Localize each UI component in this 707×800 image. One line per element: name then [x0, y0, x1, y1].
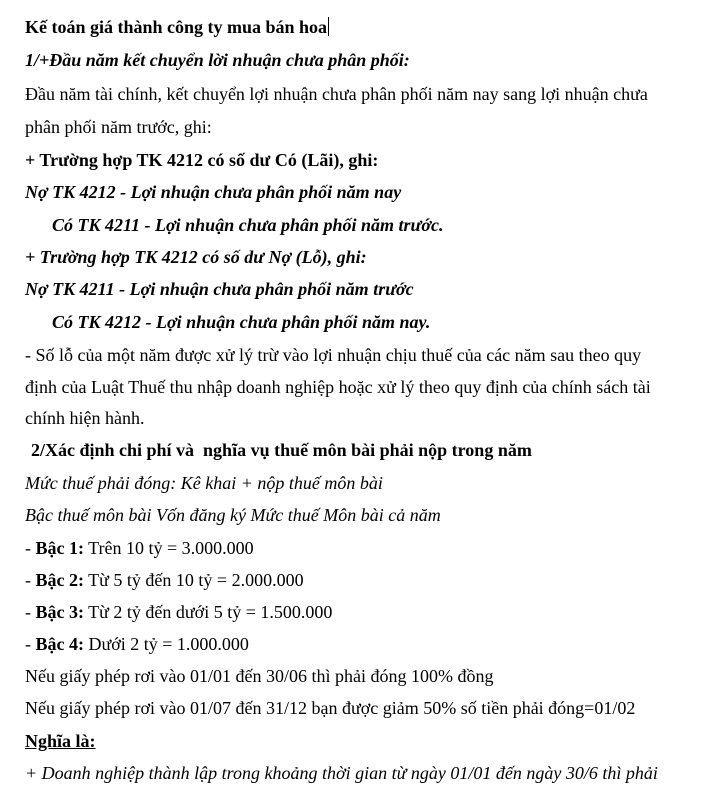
license-rule-line1: Nếu giấy phép rơi vào 01/01 đến 30/06 thì phải đóng 100% đồng	[25, 666, 494, 686]
tax-table-header: Bậc thuế môn bài Vốn đăng ký Mức thuế Môn bài cả năm	[25, 505, 441, 525]
case2-debit-entry: Nợ TK 4211 - Lợi nhuận chưa phân phối năm trước	[25, 279, 414, 299]
tax-level-4-label: Bậc 4:	[35, 634, 84, 654]
text-cursor	[328, 17, 329, 36]
loss-note-line1: - Số lỗ của một năm được xử lý trừ vào lợi nhuận chịu thuế của các năm sau theo quy	[25, 345, 642, 365]
loss-note-line2: định của Luật Thuế thu nhập doanh nghiệp hoặc xử lý theo quy định của chính sách tài	[25, 377, 651, 397]
case1-heading: + Trường hợp TK 4212 có số dư Có (Lãi), ghi:	[25, 150, 379, 170]
tax-level-4: - Bậc 4: Dưới 2 tỷ = 1.000.000	[25, 634, 249, 654]
section1-intro-line1: Đầu năm tài chính, kết chuyển lợi nhuận chưa phân phối năm nay sang lợi nhuận chưa	[25, 84, 648, 104]
tax-level-1: - Bậc 1: Trên 10 tỷ = 3.000.000	[25, 538, 254, 558]
tax-payment-line: Mức thuế phải đóng: Kê khai + nộp thuế môn bài	[25, 473, 383, 493]
tax-level-3-text: Từ 2 tỷ đến dưới 5 tỷ = 1.500.000	[84, 602, 333, 622]
tax-level-2-text: Từ 5 tỷ đến 10 tỷ = 2.000.000	[84, 570, 304, 590]
tax-level-2: - Bậc 2: Từ 5 tỷ đến 10 tỷ = 2.000.000	[25, 570, 304, 590]
tax-level-2-label: Bậc 2:	[35, 570, 84, 590]
tax-level-3-label: Bậc 3:	[35, 602, 84, 622]
case2-heading: + Trường hợp TK 4212 có số dư Nợ (Lỗ), ghi:	[25, 247, 367, 267]
tax-level-1-text: Trên 10 tỷ = 3.000.000	[84, 538, 254, 558]
tax-level-4-text: Dưới 2 tỷ = 1.000.000	[84, 634, 249, 654]
section2-heading: 2/Xác định chi phí và nghĩa vụ thuế môn bài phải nộp trong năm	[31, 440, 532, 460]
case1-credit-entry: Có TK 4211 - Lợi nhuận chưa phân phối năm trước.	[52, 215, 444, 235]
case2-credit-entry: Có TK 4212 - Lợi nhuận chưa phân phối năm nay.	[52, 312, 431, 332]
document-title[interactable]	[25, 14, 329, 40]
tax-level-1-label: Bậc 1:	[35, 538, 84, 558]
license-rule-line2: Nếu giấy phép rơi vào 01/07 đến 31/12 bạn được giảm 50% số tiền phải đóng=01/02	[25, 698, 636, 718]
meaning-line1: + Doanh nghiệp thành lập trong khoảng thời gian từ ngày 01/01 đến ngày 30/6 thì phải	[25, 763, 658, 783]
meaning-heading: Nghĩa là:	[25, 731, 96, 751]
case1-debit-entry: Nợ TK 4212 - Lợi nhuận chưa phân phối năm nay	[25, 182, 402, 202]
section1-intro-line2: phân phối năm trước, ghi:	[25, 117, 212, 137]
section1-heading: 1/+Đầu năm kết chuyển lời nhuận chưa phân phối:	[25, 50, 410, 70]
document-title-text: Kế toán giá thành công ty mua bán hoa	[25, 17, 328, 37]
loss-note-line3: chính hiện hành.	[25, 408, 145, 428]
tax-level-3: - Bậc 3: Từ 2 tỷ đến dưới 5 tỷ = 1.500.000	[25, 602, 333, 622]
